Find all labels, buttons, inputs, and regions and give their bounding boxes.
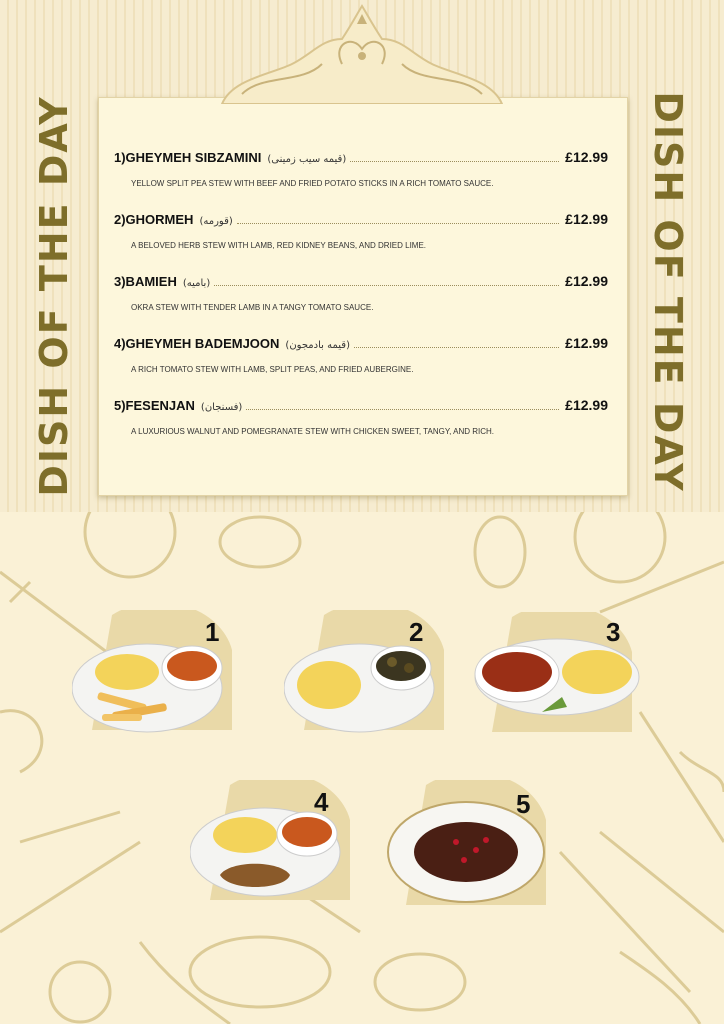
dish-name: 5)FESENJAN bbox=[114, 398, 195, 413]
dish-price: £12.99 bbox=[565, 149, 608, 165]
dot-leader bbox=[237, 223, 559, 224]
dish-name: 1)GHEYMEH SIBZAMINI bbox=[114, 150, 262, 165]
dish-description: OKRA STEW WITH TENDER LAMB IN A TANGY TOMATO SAUCE. bbox=[131, 303, 374, 312]
dot-leader bbox=[350, 161, 559, 162]
dish-price: £12.99 bbox=[565, 397, 608, 413]
dish-persian-name: (قورمه) bbox=[199, 216, 233, 227]
dish-persian-name: (قیمه بادمجون) bbox=[285, 340, 350, 351]
dish-name: 2)GHORMEH bbox=[114, 212, 194, 227]
sketch-background bbox=[0, 512, 724, 1024]
side-title-right: DISH OF THE DAY bbox=[646, 91, 690, 493]
menu-item bbox=[114, 273, 608, 312]
menu-item bbox=[114, 211, 608, 250]
dish-number-label: 1 bbox=[205, 617, 220, 647]
dish-description: A BELOVED HERB STEW WITH LAMB, RED KIDNEY BEANS, AND DRIED LIME. bbox=[131, 241, 427, 250]
dish-description: A RICH TOMATO STEW WITH LAMB, SPLIT PEAS, AND FRIED AUBERGINE. bbox=[131, 365, 414, 374]
menu-item bbox=[114, 335, 608, 374]
dish-price: £12.99 bbox=[565, 211, 608, 227]
dish-price: £12.99 bbox=[565, 273, 608, 289]
dish-number-label: 4 bbox=[314, 787, 329, 817]
side-title-left: DISH OF THE DAY bbox=[32, 95, 76, 497]
menu-item bbox=[114, 149, 608, 188]
dish-number-label: 2 bbox=[409, 617, 424, 647]
dish-persian-name: (فسنجان) bbox=[200, 402, 243, 413]
dot-leader bbox=[354, 347, 559, 348]
menu-item bbox=[114, 397, 608, 436]
dish-description: YELLOW SPLIT PEA STEW WITH BEEF AND FRIED POTATO STICKS IN A RICH TOMATO SAUCE. bbox=[131, 179, 494, 188]
dish-description: A LUXURIOUS WALNUT AND POMEGRANATE STEW WITH CHICKEN SWEET, TANGY, AND RICH. bbox=[131, 427, 495, 436]
crown-ornament bbox=[212, 4, 512, 104]
dot-leader bbox=[246, 409, 559, 410]
food-sketch-decoration bbox=[0, 512, 724, 1024]
dot-leader bbox=[214, 285, 559, 286]
dish-persian-name: (بامیه) bbox=[182, 278, 211, 289]
dish-number-label: 3 bbox=[606, 617, 621, 647]
dish-price: £12.99 bbox=[565, 335, 608, 351]
dish-persian-name: (قیمه سیب زمینی) bbox=[267, 154, 347, 165]
dish-number-label: 5 bbox=[516, 789, 531, 819]
dish-name: 4)GHEYMEH BADEMJOON bbox=[114, 336, 280, 351]
dish-name: 3)BAMIEH bbox=[114, 274, 177, 289]
